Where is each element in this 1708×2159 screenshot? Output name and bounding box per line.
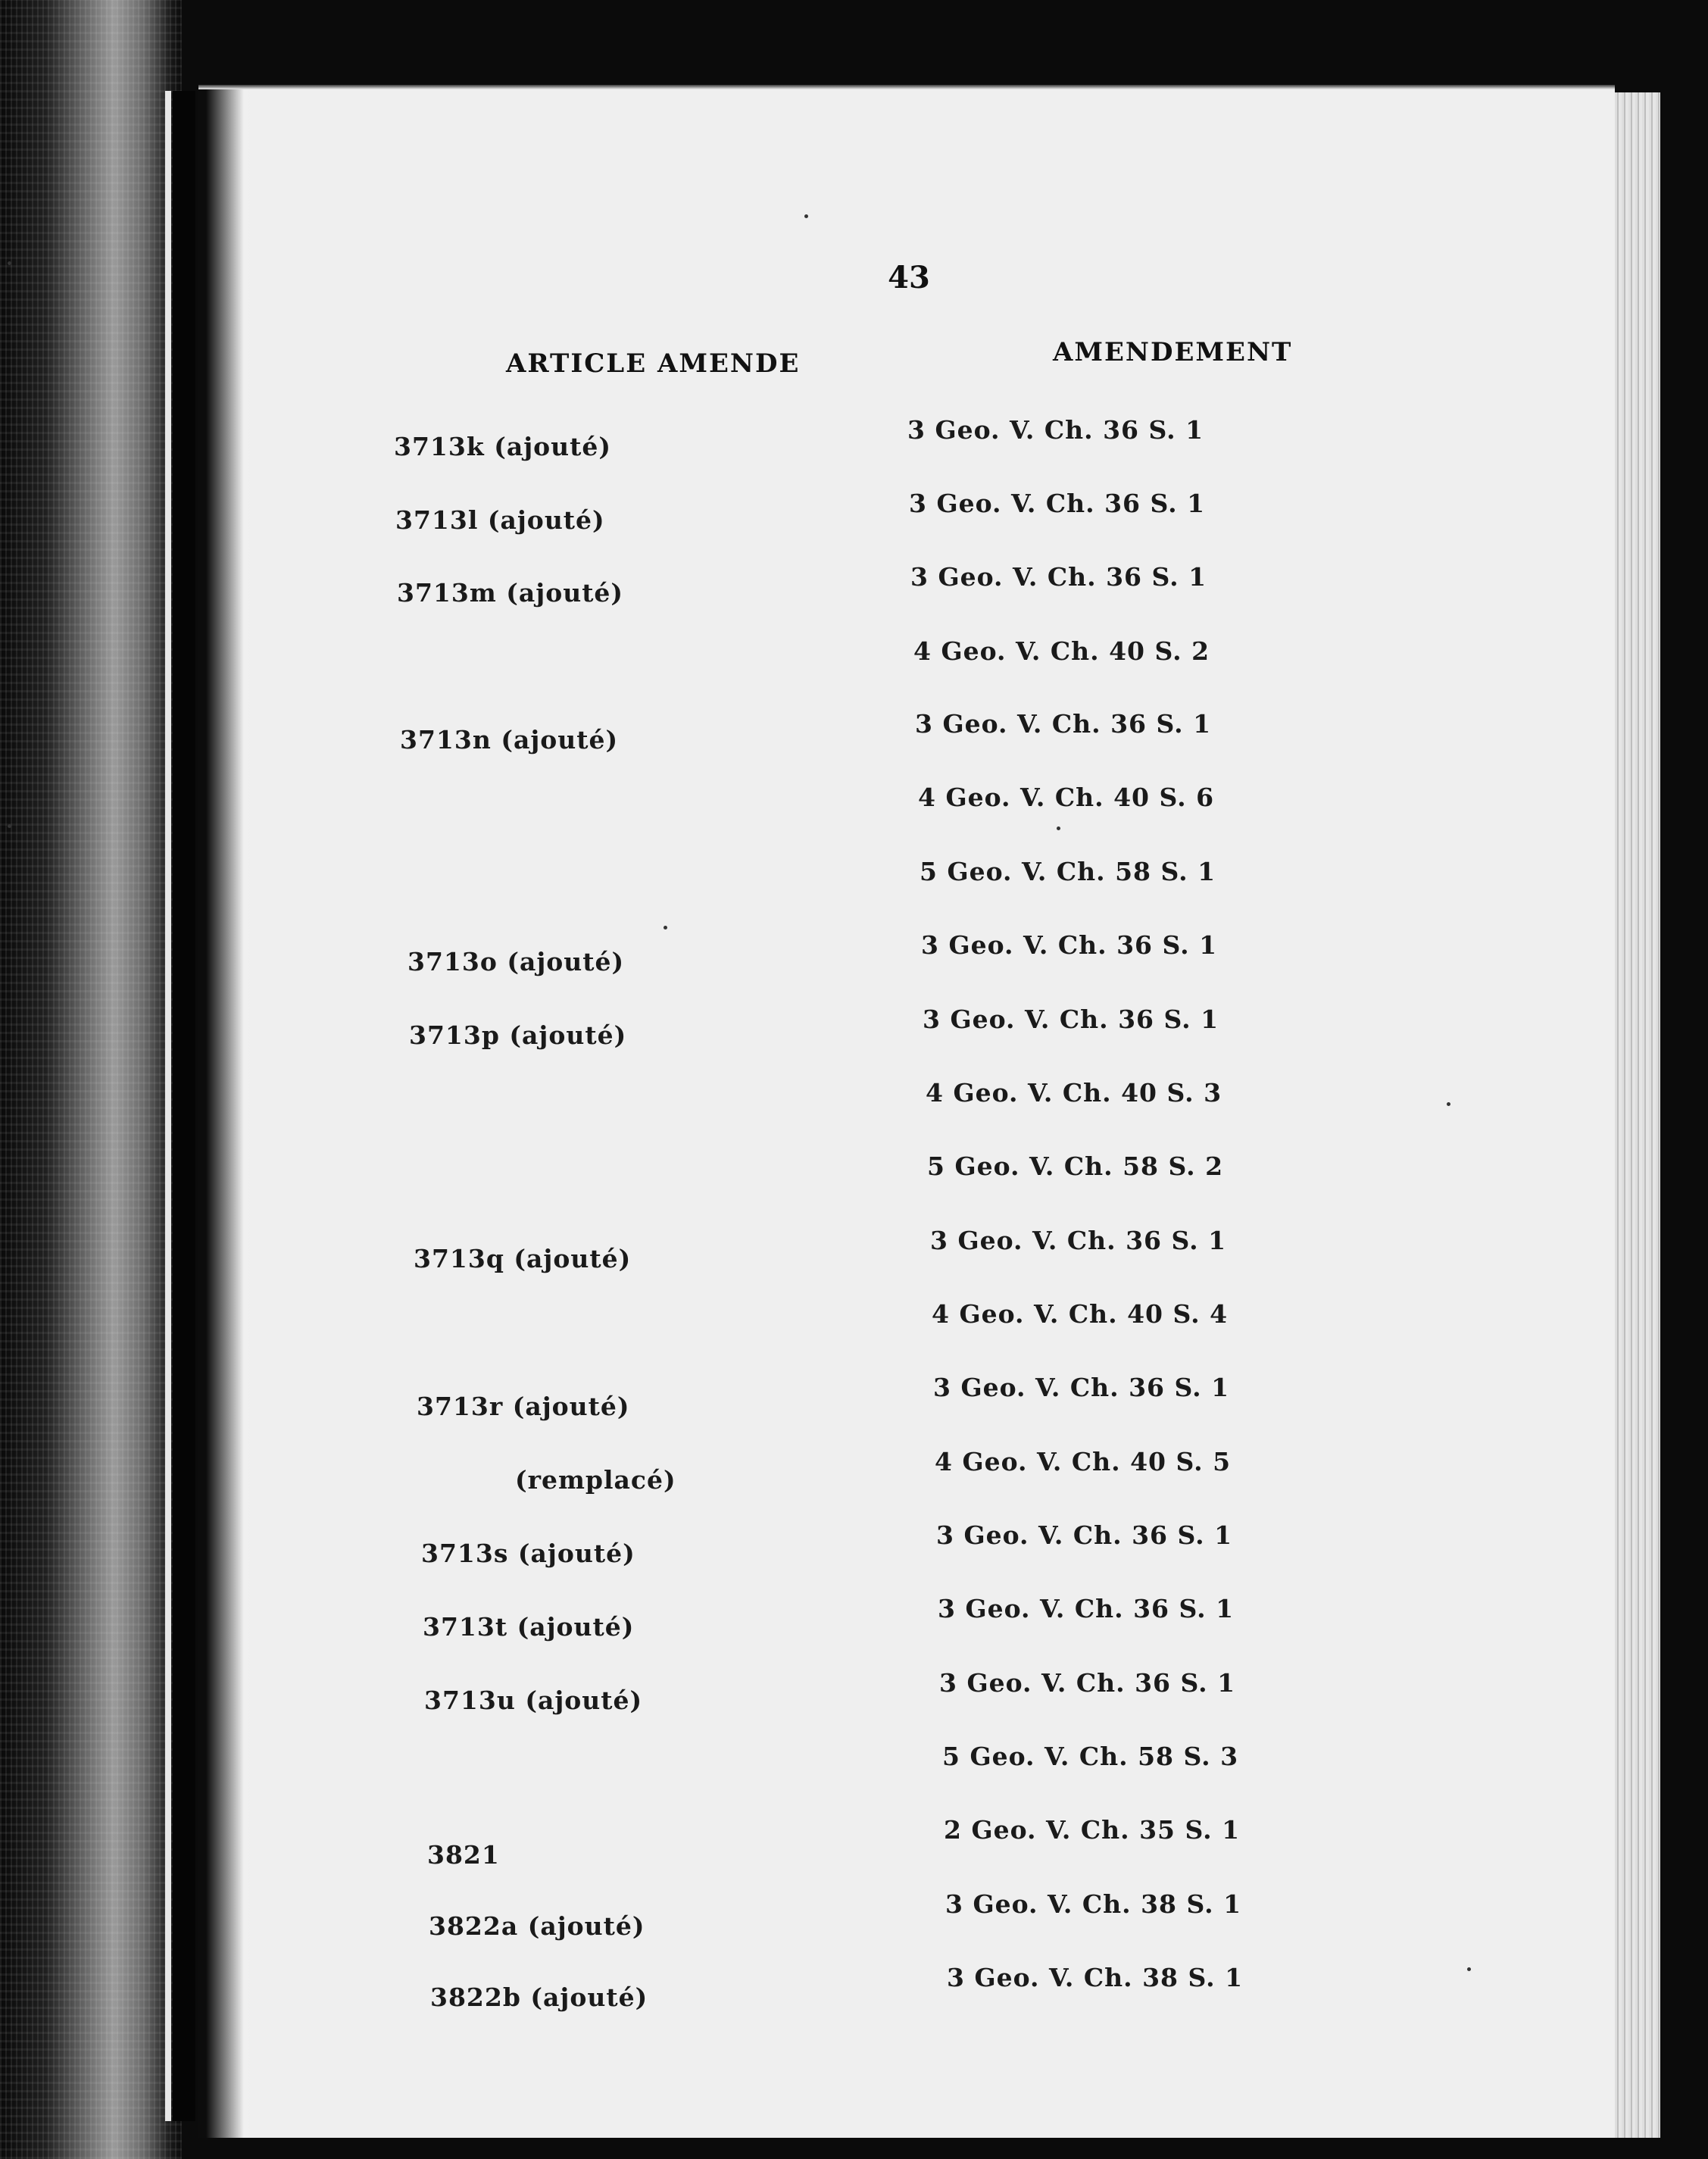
amendment-entry: 3 Geo. V. Ch. 36 S. 1: [930, 1226, 1227, 1255]
amendment-entry: 3 Geo. V. Ch. 36 S. 1: [921, 930, 1218, 960]
scanned-page: [198, 85, 1615, 2138]
header-amendment: AMENDEMENT: [1053, 337, 1293, 367]
article-entry: 3822b (ajouté): [430, 1982, 648, 2012]
article-entry: 3713n (ajouté): [400, 725, 619, 755]
article-entry: 3713s (ajouté): [421, 1539, 635, 1568]
amendment-entry: 5 Geo. V. Ch. 58 S. 1: [920, 857, 1216, 886]
article-entry: 3713k (ajouté): [394, 432, 611, 461]
amendment-entry: 4 Geo. V. Ch. 40 S. 2: [913, 636, 1210, 666]
amendment-entry: 4 Geo. V. Ch. 40 S. 5: [935, 1447, 1232, 1476]
article-entry: 3713o (ajouté): [407, 947, 625, 976]
scan-speck: [1057, 826, 1060, 830]
scan-speck: [8, 824, 11, 828]
scan-speck: [804, 214, 808, 218]
scan-speck: [1467, 1967, 1471, 1971]
book-spine: [173, 91, 195, 2121]
spine-highlight: [165, 91, 171, 2121]
amendment-entry: 3 Geo. V. Ch. 36 S. 1: [933, 1373, 1230, 1402]
left-facing-page: [0, 0, 182, 2159]
article-entry: 3713u (ajouté): [424, 1686, 643, 1715]
amendment-entry: 3 Geo. V. Ch. 38 S. 1: [945, 1889, 1242, 1919]
article-entry: 3713t (ajouté): [423, 1612, 635, 1642]
amendment-entry: 5 Geo. V. Ch. 58 S. 2: [927, 1151, 1224, 1181]
amendment-entry: 2 Geo. V. Ch. 35 S. 1: [944, 1815, 1241, 1845]
page-gutter-shadow: [198, 85, 251, 2138]
amendment-entry: 3 Geo. V. Ch. 36 S. 1: [923, 1005, 1219, 1034]
scan-speck: [1447, 1102, 1450, 1106]
amendment-entry: 3 Geo. V. Ch. 36 S. 1: [907, 415, 1204, 445]
page-number: 43: [888, 260, 930, 295]
page-stack-edges: [1615, 92, 1660, 2138]
amendment-entry: 3 Geo. V. Ch. 36 S. 1: [939, 1668, 1236, 1698]
article-entry: 3713p (ajouté): [409, 1020, 627, 1050]
article-entry: 3713l (ajouté): [395, 505, 605, 535]
amendment-entry: 3 Geo. V. Ch. 36 S. 1: [938, 1594, 1235, 1623]
article-entry: 3821: [427, 1840, 500, 1870]
article-entry: (remplacé): [515, 1465, 676, 1495]
amendment-entry: 5 Geo. V. Ch. 58 S. 3: [942, 1742, 1239, 1771]
amendment-entry: 3 Geo. V. Ch. 36 S. 1: [910, 562, 1207, 592]
amendment-entry: 4 Geo. V. Ch. 40 S. 4: [932, 1299, 1229, 1329]
article-entry: 3713m (ajouté): [397, 578, 624, 608]
amendment-entry: 3 Geo. V. Ch. 36 S. 1: [936, 1520, 1233, 1550]
header-article: ARTICLE AMENDE: [506, 348, 801, 379]
article-entry: 3713q (ajouté): [414, 1244, 632, 1273]
scan-speck: [8, 261, 11, 265]
article-entry: 3713r (ajouté): [417, 1392, 630, 1421]
amendment-entry: 3 Geo. V. Ch. 38 S. 1: [947, 1963, 1244, 1992]
scan-speck: [664, 926, 667, 930]
amendment-entry: 3 Geo. V. Ch. 36 S. 1: [915, 709, 1212, 739]
amendment-entry: 4 Geo. V. Ch. 40 S. 3: [926, 1078, 1222, 1108]
amendment-entry: 4 Geo. V. Ch. 40 S. 6: [918, 783, 1215, 812]
page-top-edge: [198, 85, 1615, 89]
amendment-entry: 3 Geo. V. Ch. 36 S. 1: [909, 489, 1206, 518]
article-entry: 3822a (ajouté): [429, 1911, 645, 1941]
